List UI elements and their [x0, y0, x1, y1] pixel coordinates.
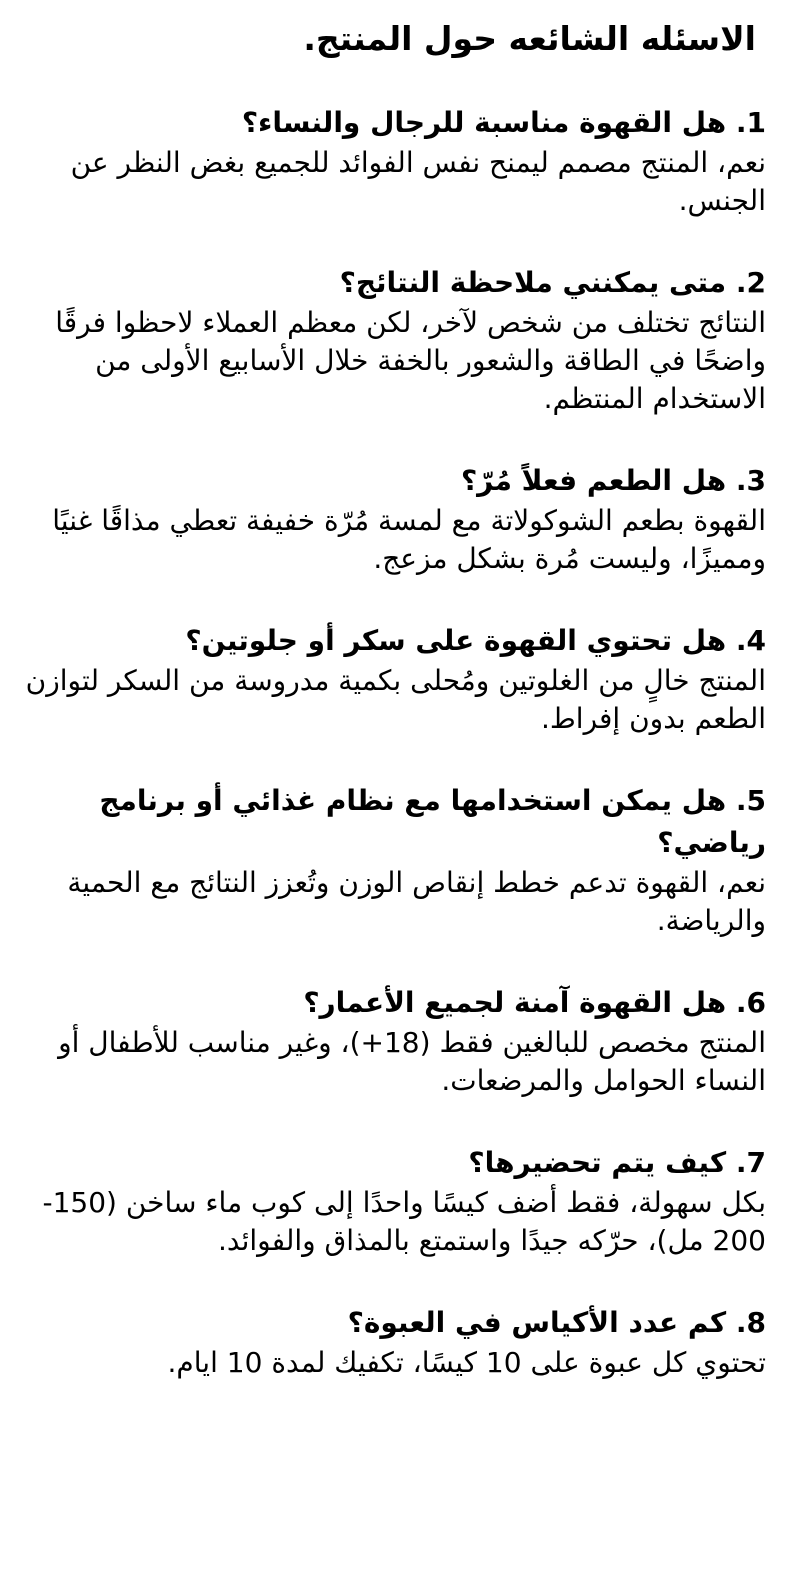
page-title: الاسئله الشائعه حول المنتج. — [303, 19, 756, 58]
faq-answer-2: النتائج تختلف من شخص لآخر، لكن معظم العملاء لاحظوا فرقًا واضحًا في الطاقة والشعور بالخفة خلال الأسابيع الأولى من الاستخدام المنتظم. — [55, 306, 766, 415]
faq-answer-8: تحتوي كل عبوة على 10 كيسًا، تكفيك لمدة 10 ايام. — [167, 1346, 766, 1379]
faq-answer-5: نعم، القهوة تدعم خطط إنقاص الوزن وتُعزز النتائج مع الحمية والرياضة. — [67, 866, 766, 937]
faq-question-2: 2. متى يمكنني ملاحظة النتائج؟ — [339, 266, 766, 299]
faq-item-3 — [20, 460, 766, 578]
faq-item-6 — [20, 982, 766, 1100]
faq-question-7: 7. كيف يتم تحضيرها؟ — [468, 1146, 766, 1179]
faq-answer-3: القهوة بطعم الشوكولاتة مع لمسة مُرّة خفيفة تعطي مذاقًا غنيًا ومميزًا، وليست مُرة بشكل مزعج. — [52, 504, 766, 575]
faq-item-5 — [20, 780, 766, 940]
faq-item-8 — [20, 1302, 766, 1382]
faq-question-8: 8. كم عدد الأكياس في العبوة؟ — [347, 1306, 766, 1339]
faq-list — [20, 102, 766, 1382]
faq-item-7 — [20, 1142, 766, 1260]
faq-answer-7: بكل سهولة، فقط أضف كيسًا واحدًا إلى كوب ماء ساخن (150-200 مل)، حرّكه جيدًا واستمتع بالمذاق والفوائد. — [42, 1186, 766, 1257]
faq-item-1 — [20, 102, 766, 220]
faq-item-2 — [20, 262, 766, 418]
faq-item-4 — [20, 620, 766, 738]
faq-question-4: 4. هل تحتوي القهوة على سكر أو جلوتين؟ — [185, 624, 766, 657]
faq-answer-4: المنتج خالٍ من الغلوتين ومُحلى بكمية مدروسة من السكر لتوازن الطعم بدون إفراط. — [25, 664, 766, 735]
faq-question-3: 3. هل الطعم فعلاً مُرّ؟ — [460, 464, 766, 497]
faq-answer-1: نعم، المنتج مصمم ليمنح نفس الفوائد للجميع بغض النظر عن الجنس. — [70, 146, 766, 217]
faq-answer-6: المنتج مخصص للبالغين فقط (18+)، وغير مناسب للأطفال أو النساء الحوامل والمرضعات. — [58, 1026, 766, 1097]
faq-question-1: 1. هل القهوة مناسبة للرجال والنساء؟ — [241, 106, 766, 139]
faq-question-6: 6. هل القهوة آمنة لجميع الأعمار؟ — [303, 986, 766, 1019]
faq-question-5: 5. هل يمكن استخدامها مع نظام غذائي أو برنامج رياضي؟ — [99, 784, 766, 859]
